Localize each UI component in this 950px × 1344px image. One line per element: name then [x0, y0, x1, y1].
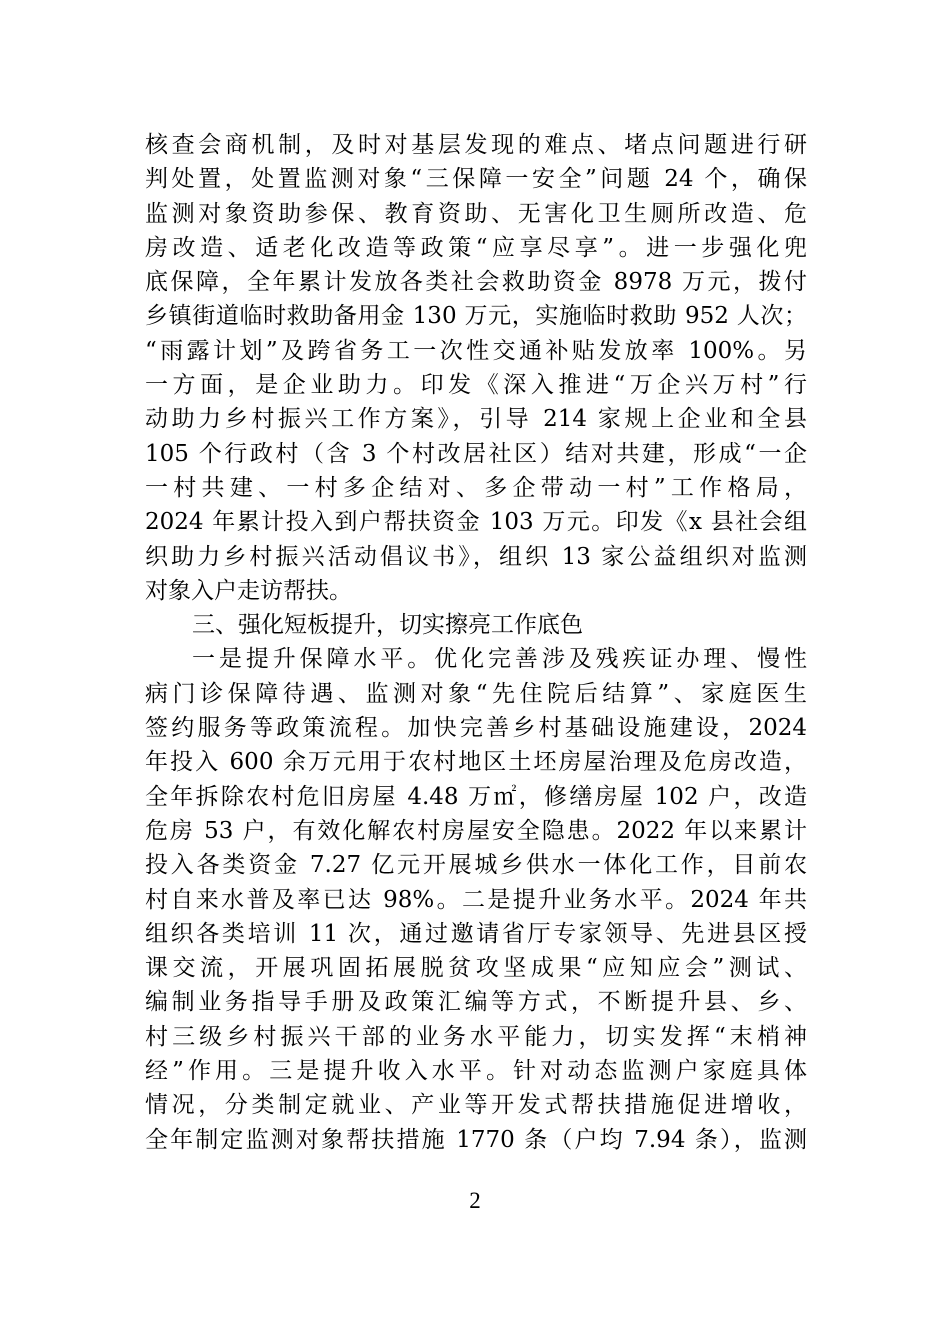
- text-line: 对象入户走访帮扶。: [145, 577, 352, 604]
- text-line: 一方面，是企业助力。印发《深入推进“万企兴万村”行: [145, 372, 807, 399]
- text-line: 病门诊保障待遇、监测对象“先住院后结算”、家庭医生: [145, 680, 807, 707]
- text-line: 核查会商机制，及时对基层发现的难点、堵点问题进行研: [145, 132, 807, 158]
- section-heading: 三、强化短板提升，切实擦亮工作底色: [192, 612, 583, 639]
- text-line: 一是提升保障水平。优化完善涉及残疾证办理、慢性: [192, 646, 807, 673]
- paragraph: [145, 642, 807, 1156]
- text-line: 村自来水普及率已达 98%。二是提升业务水平。2024 年共: [145, 886, 807, 913]
- text-line: 全年拆除农村危旧房屋 4.48 万㎡，修缮房屋 102 户，改造: [145, 783, 807, 810]
- page-number: 2: [469, 1188, 481, 1213]
- paragraph-continued: [145, 128, 807, 608]
- text-line: 情况，分类制定就业、产业等开发式帮扶措施促进增收，: [145, 1092, 807, 1119]
- text-line: 判处置，处置监测对象“三保障一安全”问题 24 个，确保: [145, 166, 807, 193]
- text-line: 织助力乡村振兴活动倡议书》，组织 13 家公益组织对监测: [145, 543, 807, 570]
- text-line: 乡镇街道临时救助备用金 130 万元，实施临时救助 952 人次；: [145, 303, 807, 330]
- text-line: 危房 53 户，有效化解农村房屋安全隐患。2022 年以来累计: [145, 817, 807, 844]
- text-line: 经”作用。三是提升收入水平。针对动态监测户家庭具体: [145, 1058, 807, 1085]
- text-line: 课交流，开展巩固拓展脱贫攻坚成果“应知应会”测试、: [145, 955, 807, 982]
- text-line: 动助力乡村振兴工作方案》，引导 214 家规上企业和全县: [145, 406, 807, 433]
- text-line: 投入各类资金 7.27 亿元开展城乡供水一体化工作，目前农: [145, 852, 807, 879]
- text-line: 组织各类培训 11 次，通过邀请省厅专家领导、先进县区授: [145, 920, 807, 947]
- text-line: 底保障，全年累计发放各类社会救助资金 8978 万元，拨付: [145, 269, 807, 296]
- text-line: 2024 年累计投入到户帮扶资金 103 万元。印发《x 县社会组: [145, 509, 807, 536]
- text-line: 年投入 600 余万元用于农村地区土坯房屋治理及危房改造，: [145, 749, 807, 776]
- text-line: 编制业务指导手册及政策汇编等方式，不断提升县、乡、: [145, 989, 807, 1016]
- text-line: 房改造、适老化改造等政策“应享尽享”。进一步强化兜: [145, 234, 807, 261]
- body-text: [145, 128, 807, 1157]
- text-line: 105 个行政村（含 3 个村改居社区）结对共建，形成“一企: [145, 440, 807, 467]
- text-line: 监测对象资助参保、教育资助、无害化卫生厕所改造、危: [145, 200, 807, 227]
- text-line: 一村共建、一村多企结对、多企带动一村”工作格局，: [145, 474, 807, 501]
- text-line: “雨露计划”及跨省务工一次性交通补贴发放率 100%。另: [145, 337, 807, 364]
- text-line: 全年制定监测对象帮扶措施 1770 条（户均 7.94 条），监测: [145, 1126, 807, 1153]
- text-line: 村三级乡村振兴干部的业务水平能力，切实发挥“末梢神: [145, 1023, 807, 1050]
- text-line: 签约服务等政策流程。加快完善乡村基础设施建设，2024: [145, 715, 807, 742]
